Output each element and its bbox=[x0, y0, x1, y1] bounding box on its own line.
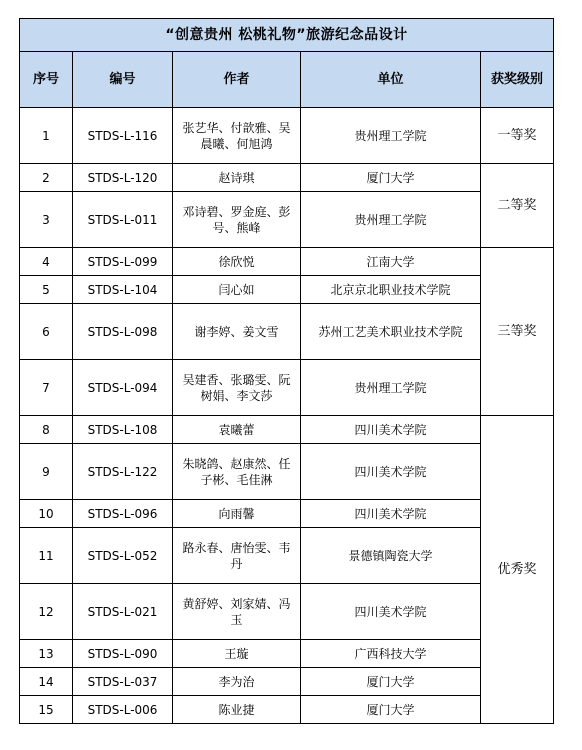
row-author bbox=[173, 584, 301, 640]
author-text: 路永春、唐怡雯、韦丹 bbox=[182, 540, 291, 571]
table-row bbox=[20, 192, 554, 248]
row-index: 6 bbox=[20, 304, 73, 360]
row-author: 闫心如 bbox=[173, 276, 301, 304]
award-third: 三等奖 bbox=[481, 248, 554, 416]
award-table bbox=[19, 18, 554, 724]
table-row bbox=[20, 304, 554, 360]
row-unit: 江南大学 bbox=[301, 248, 481, 276]
table-row bbox=[20, 416, 554, 444]
author-text: 吴建香、张璐雯、阮树娟、李文莎 bbox=[182, 372, 291, 403]
row-code: STDS-L-090 bbox=[73, 640, 173, 668]
row-code: STDS-L-037 bbox=[73, 668, 173, 696]
table-row bbox=[20, 640, 554, 668]
row-index: 4 bbox=[20, 248, 73, 276]
row-index: 8 bbox=[20, 416, 73, 444]
row-code: STDS-L-120 bbox=[73, 164, 173, 192]
author-text: 朱晓鸽、赵康然、任子彬、毛佳淋 bbox=[182, 456, 291, 487]
row-index: 2 bbox=[20, 164, 73, 192]
table-row bbox=[20, 360, 554, 416]
header-unit: 单位 bbox=[301, 52, 481, 108]
row-index: 13 bbox=[20, 640, 73, 668]
title-row bbox=[20, 19, 554, 52]
header-author: 作者 bbox=[173, 52, 301, 108]
row-code: STDS-L-098 bbox=[73, 304, 173, 360]
row-code: STDS-L-052 bbox=[73, 528, 173, 584]
row-author bbox=[173, 192, 301, 248]
row-index: 14 bbox=[20, 668, 73, 696]
row-unit: 厦门大学 bbox=[301, 696, 481, 724]
row-author: 徐欣悦 bbox=[173, 248, 301, 276]
table-title: “创意贵州 松桃礼物”旅游纪念品设计 bbox=[20, 19, 554, 52]
row-code: STDS-L-104 bbox=[73, 276, 173, 304]
table-row bbox=[20, 248, 554, 276]
table-row bbox=[20, 444, 554, 500]
row-unit: 北京京北职业技术学院 bbox=[301, 276, 481, 304]
header-code: 编号 bbox=[73, 52, 173, 108]
row-index: 3 bbox=[20, 192, 73, 248]
row-unit: 厦门大学 bbox=[301, 668, 481, 696]
row-unit: 广西科技大学 bbox=[301, 640, 481, 668]
row-index: 15 bbox=[20, 696, 73, 724]
row-index: 1 bbox=[20, 108, 73, 164]
row-code: STDS-L-006 bbox=[73, 696, 173, 724]
row-author bbox=[173, 108, 301, 164]
author-text: 张艺华、付歆雅、吴晨曦、何旭鸿 bbox=[182, 120, 291, 151]
row-unit: 四川美术学院 bbox=[301, 416, 481, 444]
row-author: 袁曦蕾 bbox=[173, 416, 301, 444]
row-unit: 贵州理工学院 bbox=[301, 192, 481, 248]
row-code: STDS-L-122 bbox=[73, 444, 173, 500]
row-author: 谢李婷、姜文雪 bbox=[173, 304, 301, 360]
header-award: 获奖级别 bbox=[481, 52, 554, 108]
row-index: 12 bbox=[20, 584, 73, 640]
row-index: 11 bbox=[20, 528, 73, 584]
row-author: 赵诗琪 bbox=[173, 164, 301, 192]
header-row bbox=[20, 52, 554, 108]
row-code: STDS-L-096 bbox=[73, 500, 173, 528]
award-first: 一等奖 bbox=[481, 108, 554, 164]
row-unit bbox=[301, 304, 481, 360]
table-row bbox=[20, 584, 554, 640]
row-author bbox=[173, 360, 301, 416]
award-second: 二等奖 bbox=[481, 164, 554, 248]
row-index: 10 bbox=[20, 500, 73, 528]
row-code: STDS-L-094 bbox=[73, 360, 173, 416]
row-unit: 景德镇陶瓷大学 bbox=[301, 528, 481, 584]
row-unit: 厦门大学 bbox=[301, 164, 481, 192]
row-author: 陈业捷 bbox=[173, 696, 301, 724]
table-row bbox=[20, 108, 554, 164]
row-code: STDS-L-116 bbox=[73, 108, 173, 164]
header-index: 序号 bbox=[20, 52, 73, 108]
table-row bbox=[20, 276, 554, 304]
row-unit: 四川美术学院 bbox=[301, 584, 481, 640]
unit-text: 苏州工艺美术职业技术学院 bbox=[318, 324, 463, 339]
row-code: STDS-L-108 bbox=[73, 416, 173, 444]
row-index: 9 bbox=[20, 444, 73, 500]
author-text: 黄舒婷、刘家婧、冯玉 bbox=[182, 596, 291, 627]
row-author: 王璇 bbox=[173, 640, 301, 668]
row-author bbox=[173, 444, 301, 500]
row-author: 向雨馨 bbox=[173, 500, 301, 528]
table-row bbox=[20, 500, 554, 528]
row-index: 7 bbox=[20, 360, 73, 416]
row-author bbox=[173, 528, 301, 584]
table-row bbox=[20, 164, 554, 192]
row-unit: 贵州理工学院 bbox=[301, 108, 481, 164]
row-unit: 贵州理工学院 bbox=[301, 360, 481, 416]
row-unit: 四川美术学院 bbox=[301, 500, 481, 528]
table-row bbox=[20, 668, 554, 696]
author-text: 邓诗碧、罗金庭、彭号、熊峰 bbox=[182, 204, 291, 235]
row-code: STDS-L-011 bbox=[73, 192, 173, 248]
row-unit: 四川美术学院 bbox=[301, 444, 481, 500]
row-index: 5 bbox=[20, 276, 73, 304]
award-excellence: 优秀奖 bbox=[481, 416, 554, 724]
table-row bbox=[20, 696, 554, 724]
table-row bbox=[20, 528, 554, 584]
row-code: STDS-L-021 bbox=[73, 584, 173, 640]
row-author: 李为治 bbox=[173, 668, 301, 696]
row-code: STDS-L-099 bbox=[73, 248, 173, 276]
